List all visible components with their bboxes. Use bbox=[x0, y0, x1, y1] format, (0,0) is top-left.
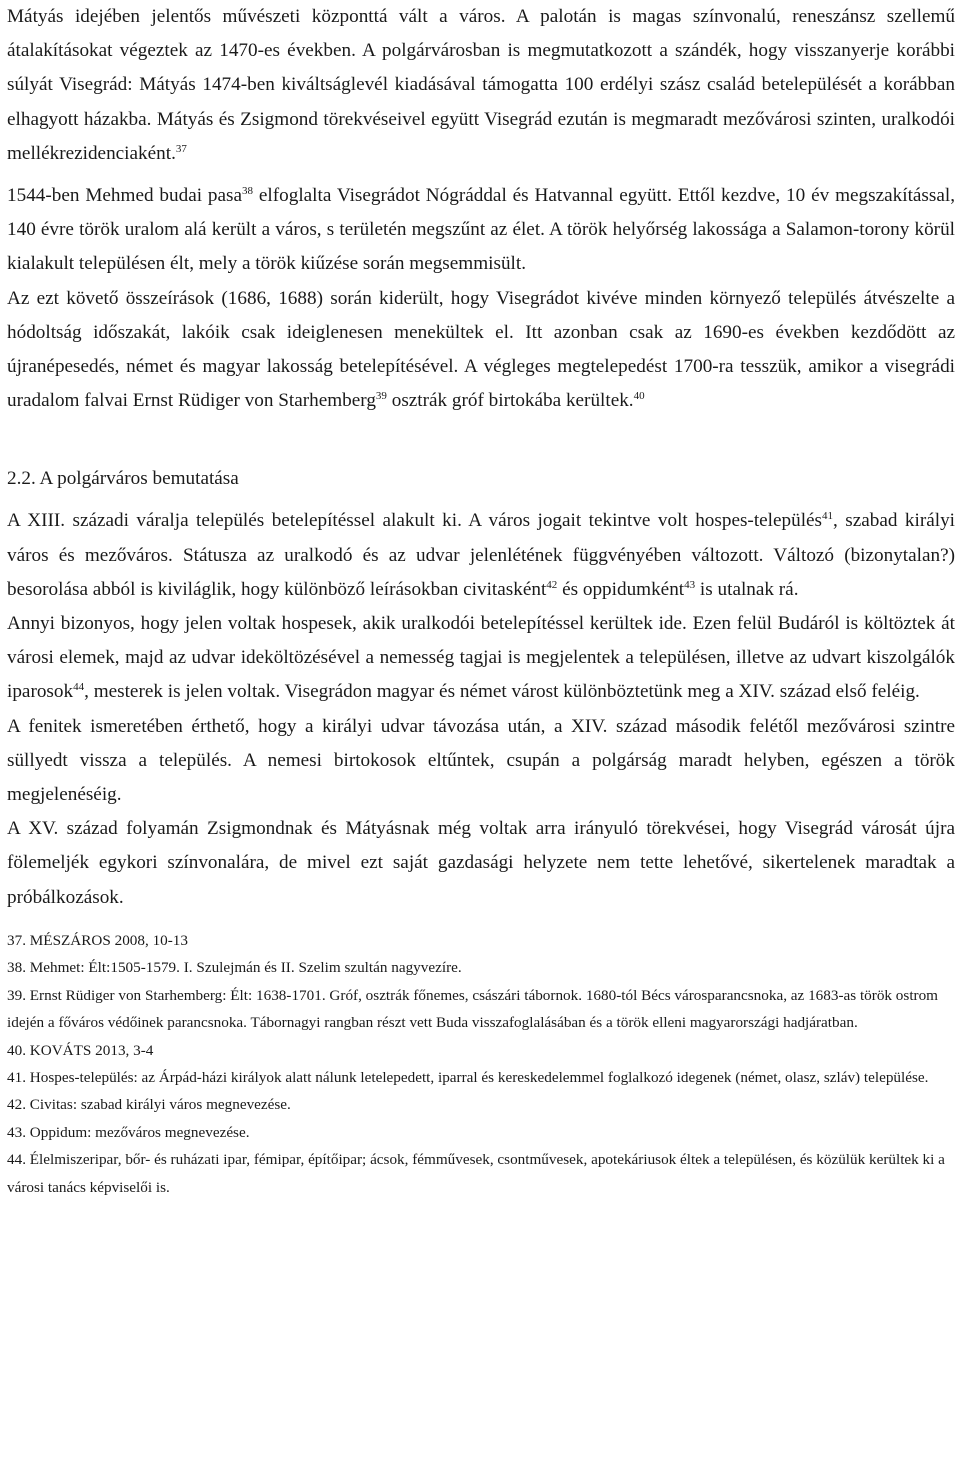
footnote-ref-44[interactable]: 44 bbox=[73, 681, 85, 694]
paragraph-hospes bbox=[7, 607, 955, 710]
paragraph-text: Az ezt követő összeírások (1686, 1688) során kiderült, hogy Visegrádot kivéve minden környező település átvészelte a hódoltság időszakát, lakóik csak ideiglenesen menekültek el. Itt azonban csak az 1690-es években kezdődött az újranépesedés, német és magyar lakosság betelepítésével. A végleges megtelepedést 1700-ra tesszük, amikor a visegrádi uradalom falvai Ernst Rüdiger von Starhemberg bbox=[7, 287, 955, 412]
footnotes bbox=[7, 927, 955, 1201]
footnote-ref-37[interactable]: 37 bbox=[175, 142, 187, 155]
paragraph-text: 1544-ben Mehmed budai pasa bbox=[7, 185, 243, 207]
footnote-ref-43[interactable]: 43 bbox=[684, 578, 696, 591]
footnote-43: 43. Oppidum: mezőváros megnevezése. bbox=[7, 1123, 250, 1141]
paragraph-text: Mátyás idejében jelentős művészeti központtá vált a város. A palotán is magas színvonalú, reneszánsz szellemű átalakításokat végeztek az 1470-es években. A polgárvárosban is megmutatkozott a szándék, hogy visszanyerje korábbi súlyát Visegrád: Mátyás 1474-ben kiváltságlevél kiadásával támogatta 100 erdélyi szász család betelepülését a korábban elhagyott házakba. Mátyás és Zsigmond törekvéseivel együtt Visegrád ezután is megmaradt mezővárosi szinten, uralkodói mellékrezidenciaként. bbox=[7, 6, 955, 164]
paragraph-text: A XIII. századi váralja település betelepítéssel alakult ki. A város jogait tekintve volt hospes-település bbox=[7, 510, 823, 532]
paragraph-turkish-rule bbox=[7, 179, 955, 282]
footnote-ref-42[interactable]: 42 bbox=[546, 578, 558, 591]
footnote-ref-38[interactable]: 38 bbox=[242, 185, 254, 198]
footnote-38: 38. Mehmet: Élt:1505-1579. I. Szulejmán és II. Szelim szultán nagyvezíre. bbox=[7, 959, 462, 977]
footnote-ref-40[interactable]: 40 bbox=[633, 390, 645, 403]
paragraph-text: és oppidumként bbox=[557, 578, 685, 600]
paragraph-decline: A fenitek ismeretében érthető, hogy a királyi udvar távozása után, a XIV. század második felétől mezővárosi szintre süllyedt vissza a település. A nemesi birtokosok eltűntek, csupán a polgárság maradt helyben, egészen a török megjelenéséig. bbox=[7, 715, 955, 806]
footnote-37: 37. MÉSZÁROS 2008, 10-13 bbox=[7, 931, 188, 949]
paragraph-text: , mesterek is jelen voltak. Visegrádon magyar és német várost különböztetünk meg a XIV. század első feléig. bbox=[84, 681, 920, 703]
section-heading: 2.2. A polgárváros bemutatása bbox=[7, 468, 239, 490]
footnote-ref-41[interactable]: 41 bbox=[822, 510, 834, 523]
paragraph-text: osztrák gróf birtokába kerültek. bbox=[386, 390, 634, 412]
footnote-42: 42. Civitas: szabad királyi város megnevezése. bbox=[7, 1096, 291, 1114]
footnote-41: 41. Hospes-település: az Árpád-házi királyok alatt nálunk letelepedett, iparral és kereskedelemmel foglalkozó idegenek (német, olasz, szláv) települése. bbox=[7, 1068, 929, 1086]
paragraph-matyas bbox=[7, 0, 955, 171]
paragraph-text: , szabad királyi város és mezőváros. Státusza az uralkodó és az udvar jelenlétének függvényében változott. Változó (bizonytalan?) besorolása abból is kiviláglik, hogy különböző leírásokban civitasként bbox=[7, 510, 955, 600]
footnote-40: 40. KOVÁTS 2013, 3-4 bbox=[7, 1041, 154, 1059]
document-page bbox=[7, 0, 955, 1201]
paragraph-fifteenth-century: A XV. század folyamán Zsigmondnak és Mátyásnak még voltak arra irányuló törekvései, hogy Visegrád városát újra fölemeljék egykori színvonalára, de mivel ezt saját gazdasági helyzete nem tette lehetővé, sikertelenek maradtak a próbálkozások. bbox=[7, 818, 955, 908]
footnote-39: 39. Ernst Rüdiger von Starhemberg: Élt: 1638-1701. Gróf, osztrák főnemes, császári tábornok. 1680-tól Bécs városparancsnoka, az 1683-as török ostrom idején a főváros védőinek parancsnoka. Tábornagyi rangban részt vett Buda visszafoglalásában és a török elleni magyarországi hadjáratban. bbox=[7, 986, 938, 1032]
footnote-ref-39[interactable]: 39 bbox=[375, 390, 387, 403]
paragraph-resettlement bbox=[7, 282, 955, 419]
paragraph-text: elfoglalta Visegrádot Nógráddal és Hatvannal együtt. Ettől kezdve, 10 év megszakítással, 140 évre török uralom alá került a város, s területén megszűnt az élet. A török helyőrség lakossága a Salamon-torony körül kialakult településen élt, mely a török kiűzése során megsemmisült. bbox=[7, 185, 955, 275]
paragraph-text: Annyi bizonyos, hogy jelen voltak hospesek, akik uralkodói betelepítéssel kerültek ide. Ezen felül Budáról is költöztek át városi elemek, majd az udvar ideköltözésével a nemesség tagjai is megjelentek a településen, illetve az udvart kiszolgálók iparosok bbox=[7, 613, 955, 703]
paragraph-text: is utalnak rá. bbox=[695, 578, 799, 600]
footnote-44: 44. Élelmiszeripar, bőr- és ruházati ipar, fémipar, építőipar; ácsok, fémművesek, csontművesek, apotekáriusok éltek a településen, és közülük kerültek ki a városi tanács képviselői is. bbox=[7, 1151, 945, 1196]
paragraph-town-status bbox=[7, 504, 955, 607]
